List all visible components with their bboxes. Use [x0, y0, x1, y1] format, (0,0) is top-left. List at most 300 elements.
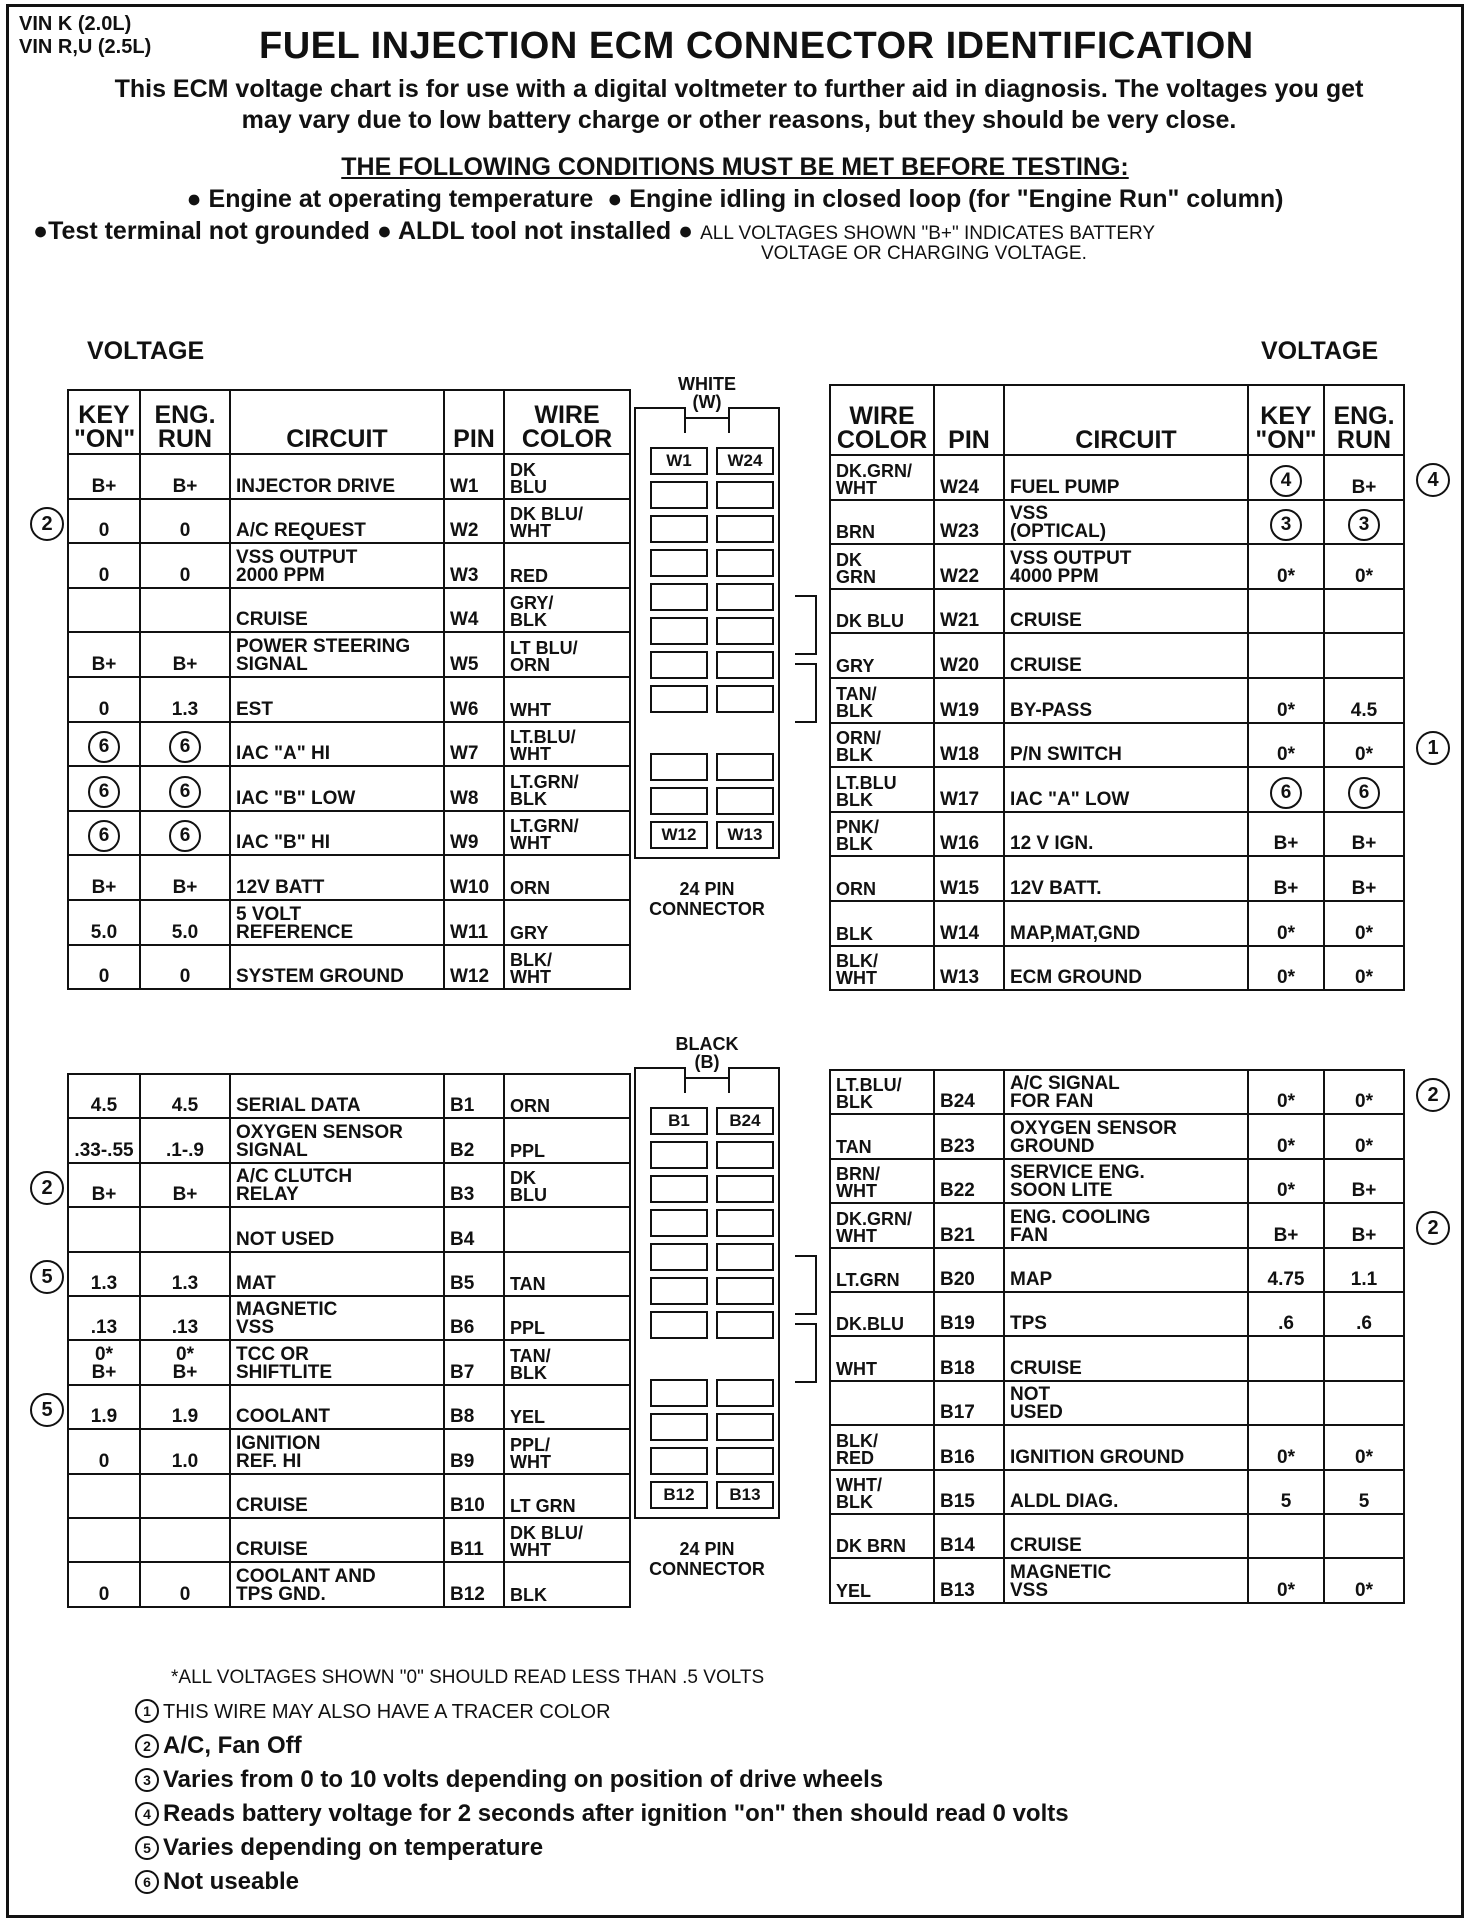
- note-5: [135, 1831, 1069, 1865]
- col-pin: PIN: [444, 390, 504, 454]
- pin-row-b21: [830, 1203, 1404, 1247]
- wire-color: GRY/ BLK: [504, 588, 630, 633]
- note-ref-bubble: 3: [1348, 509, 1380, 541]
- cavity: [650, 685, 708, 713]
- key-on-voltage: 0: [68, 1429, 140, 1473]
- eng-run-voltage: 0*: [1324, 723, 1404, 768]
- wire-color: RED: [504, 543, 630, 588]
- wire-color: PPL/ WHT: [504, 1429, 630, 1473]
- key-on-voltage: 0*: [1248, 723, 1324, 768]
- eng-run-voltage: .6: [1324, 1292, 1404, 1336]
- circuit-name: MAP,MAT,GND: [1004, 901, 1248, 946]
- pin-number: W2: [444, 499, 504, 544]
- note-ref-bubble: 3: [1270, 509, 1302, 541]
- key-on-voltage: [68, 1518, 140, 1562]
- pin-row-w22: [830, 544, 1404, 589]
- col-key-on: KEY "ON": [1248, 385, 1324, 455]
- cavity: [650, 1447, 708, 1475]
- note-ref-bubble: 6: [88, 731, 120, 763]
- conditions-line-2: ●Test terminal not grounded ● ALDL tool not installed ● ALL VOLTAGES SHOWN "B+" INDICATES BATTERY: [33, 217, 1156, 245]
- eng-run-voltage: 0* B+: [140, 1340, 230, 1384]
- cavity: [650, 515, 708, 543]
- eng-run-voltage: 4.5: [1324, 678, 1404, 723]
- wire-color: TAN/ BLK: [830, 678, 934, 723]
- intro-text: [29, 74, 1449, 136]
- pin-row-w23: [830, 500, 1404, 545]
- eng-run-voltage: 0*: [1324, 1558, 1404, 1602]
- vin-line-1: VIN K (2.0L): [19, 13, 132, 35]
- eng-run-voltage: .13: [140, 1296, 230, 1340]
- wire-color: ORN: [504, 855, 630, 900]
- pin-row-w7: [68, 722, 630, 767]
- pin-number: B23: [934, 1114, 1004, 1158]
- pin-row-w8: [68, 766, 630, 811]
- key-on-voltage: 0*: [1248, 544, 1324, 589]
- side-note-marker: 2: [1416, 1211, 1450, 1245]
- wire-color: WHT: [830, 1336, 934, 1380]
- cavity: [650, 583, 708, 611]
- circuit-name: CRUISE: [230, 588, 444, 633]
- key-on-voltage: 0: [68, 543, 140, 588]
- connector-tab: [634, 1067, 686, 1093]
- circuit-name: CRUISE: [230, 1518, 444, 1562]
- wire-color: LT BLU/ ORN: [504, 632, 630, 677]
- white-connector-name: WHITE (W): [678, 374, 736, 412]
- pin-row-w18: [830, 723, 1404, 768]
- key-on-voltage: 0*: [1248, 678, 1324, 723]
- cavity: [650, 1311, 708, 1339]
- key-on-voltage: B+: [1248, 1203, 1324, 1247]
- eng-run-voltage: 0: [140, 1562, 230, 1606]
- eng-run-voltage: B+: [1324, 455, 1404, 500]
- wire-color: WHT: [504, 677, 630, 722]
- cavity: [650, 787, 708, 815]
- pin-number: W24: [934, 455, 1004, 500]
- circuit-name: CRUISE: [230, 1474, 444, 1518]
- note-6-marker: 6: [135, 1870, 159, 1894]
- wire-color: LT.BLU/ BLK: [830, 1070, 934, 1114]
- key-on-voltage: 4.5: [68, 1074, 140, 1118]
- pin-row-w19: [830, 678, 1404, 723]
- circuit-name: A/C SIGNAL FOR FAN: [1004, 1070, 1248, 1114]
- key-on-voltage: 0*: [1248, 1070, 1324, 1114]
- cavity-label: W24: [716, 447, 774, 475]
- circuit-name: TPS: [1004, 1292, 1248, 1336]
- key-on-voltage: 0*: [1248, 1114, 1324, 1158]
- key-on-voltage: 5: [1248, 1470, 1324, 1514]
- cavity: [650, 1209, 708, 1237]
- wire-color: LT GRN: [504, 1474, 630, 1518]
- col-circuit: CIRCUIT: [230, 390, 444, 454]
- eng-run-voltage: [140, 1518, 230, 1562]
- pin-row-b1: [68, 1074, 630, 1118]
- key-on-voltage: [68, 1207, 140, 1251]
- circuit-name: OXYGEN SENSOR GROUND: [1004, 1114, 1248, 1158]
- white-connector-footer: 24 PIN CONNECTOR: [649, 879, 765, 919]
- white-connector: [632, 375, 782, 919]
- circuit-name: IGNITION REF. HI: [230, 1429, 444, 1473]
- pin-number: B24: [934, 1070, 1004, 1114]
- pin-row-b11: [68, 1518, 630, 1562]
- pin-number: W19: [934, 678, 1004, 723]
- pin-number: W18: [934, 723, 1004, 768]
- pin-number: B11: [444, 1518, 504, 1562]
- wire-color: DK BRN: [830, 1514, 934, 1558]
- circuit-name: MAT: [230, 1252, 444, 1296]
- pin-row-w6: [68, 677, 630, 722]
- circuit-name: BY-PASS: [1004, 678, 1248, 723]
- circuit-name: VSS OUTPUT 4000 PPM: [1004, 544, 1248, 589]
- circuit-name: VSS OUTPUT 2000 PPM: [230, 543, 444, 588]
- wire-color: BLK/ WHT: [504, 945, 630, 990]
- eng-run-voltage: 0*: [1324, 946, 1404, 991]
- condition-bplus-1: ALL VOLTAGES SHOWN "B+" INDICATES BATTERY: [700, 223, 1156, 244]
- eng-run-voltage: B+: [140, 454, 230, 499]
- note-1-text: THIS WIRE MAY ALSO HAVE A TRACER COLOR: [163, 1701, 611, 1723]
- col-eng-run: ENG. RUN: [140, 390, 230, 454]
- circuit-name: IGNITION GROUND: [1004, 1425, 1248, 1469]
- pin-row-b3: [68, 1163, 630, 1207]
- circuit-name: 12 V IGN.: [1004, 812, 1248, 857]
- circuit-name: 5 VOLT REFERENCE: [230, 900, 444, 945]
- key-on-voltage: B+: [68, 632, 140, 677]
- pin-row-w5: [68, 632, 630, 677]
- cavity-gap: [716, 719, 774, 747]
- pin-row-b12: [68, 1562, 630, 1606]
- wire-color: DK.GRN/ WHT: [830, 455, 934, 500]
- wire-color: LT.BLU BLK: [830, 767, 934, 812]
- pin-number: B8: [444, 1385, 504, 1429]
- circuit-name: MAGNETIC VSS: [230, 1296, 444, 1340]
- note-4: [135, 1797, 1069, 1831]
- note-ref-bubble: 6: [88, 776, 120, 808]
- pin-row-b10: [68, 1474, 630, 1518]
- pin-number: B9: [444, 1429, 504, 1473]
- condition-temp: Engine at operating temperature: [208, 185, 594, 213]
- pin-row-w16: [830, 812, 1404, 857]
- cavity-gap: [716, 1345, 774, 1373]
- circuit-name: CRUISE: [1004, 633, 1248, 678]
- cavity: [716, 549, 774, 577]
- cavity-label: B13: [716, 1481, 774, 1509]
- eng-run-voltage: [1324, 633, 1404, 678]
- eng-run-voltage: B+: [140, 632, 230, 677]
- wire-color: DK BLU/ WHT: [504, 499, 630, 544]
- eng-run-voltage: 0*: [1324, 544, 1404, 589]
- white-left-table: [67, 389, 631, 990]
- key-on-voltage: [1248, 767, 1324, 812]
- cavity: [650, 1413, 708, 1441]
- wire-color: DK BLU: [830, 589, 934, 634]
- circuit-name: 12V BATT: [230, 855, 444, 900]
- wire-color: YEL: [830, 1558, 934, 1602]
- cavity: [716, 1379, 774, 1407]
- eng-run-voltage: 1.1: [1324, 1248, 1404, 1292]
- conditions-line-1: ● Engine at operating temperature ● Engine idling in closed loop (for "Engine Run" column): [186, 185, 1284, 213]
- wire-color: GRY: [504, 900, 630, 945]
- note-1: [135, 1695, 1069, 1729]
- condition-aldl: ALDL tool not installed: [397, 217, 672, 245]
- pin-number: B6: [444, 1296, 504, 1340]
- wire-color: ORN/ BLK: [830, 723, 934, 768]
- pin-number: B22: [934, 1159, 1004, 1203]
- note-ref-bubble: 4: [1270, 465, 1302, 497]
- wire-color: BRN: [830, 500, 934, 545]
- pin-number: W16: [934, 812, 1004, 857]
- key-on-voltage: 0* B+: [68, 1340, 140, 1384]
- circuit-name: NOT USED: [230, 1207, 444, 1251]
- note-3-text: Varies from 0 to 10 volts depending on position of drive wheels: [163, 1766, 884, 1793]
- pin-number: B15: [934, 1470, 1004, 1514]
- key-on-voltage: B+: [1248, 856, 1324, 901]
- circuit-name: SERIAL DATA: [230, 1074, 444, 1118]
- wire-color: LT.BLU/ WHT: [504, 722, 630, 767]
- pin-number: B14: [934, 1514, 1004, 1558]
- key-on-voltage: [68, 811, 140, 856]
- cavity: [650, 753, 708, 781]
- pin-row-b23: [830, 1114, 1404, 1158]
- circuit-name: A/C REQUEST: [230, 499, 444, 544]
- condition-bplus-2: VOLTAGE OR CHARGING VOLTAGE.: [761, 243, 1087, 264]
- eng-run-voltage: [140, 588, 230, 633]
- note-ref-bubble: 6: [169, 820, 201, 852]
- pin-row-w10: [68, 855, 630, 900]
- cavity-label: B24: [716, 1107, 774, 1135]
- key-on-voltage: 0*: [1248, 1159, 1324, 1203]
- eng-run-voltage: 0*: [1324, 1425, 1404, 1469]
- note-2-text: A/C, Fan Off: [163, 1732, 302, 1759]
- key-on-voltage: 0*: [1248, 946, 1324, 991]
- circuit-name: VSS (OPTICAL): [1004, 500, 1248, 545]
- key-on-voltage: 0*: [1248, 901, 1324, 946]
- key-on-voltage: .6: [1248, 1292, 1324, 1336]
- side-note-marker: 2: [30, 507, 64, 541]
- wire-color: PPL: [504, 1296, 630, 1340]
- eng-run-voltage: 1.3: [140, 677, 230, 722]
- cavity: [716, 481, 774, 509]
- col-eng-run: ENG. RUN: [1324, 385, 1404, 455]
- pin-row-w1: [68, 454, 630, 499]
- key-on-voltage: [1248, 633, 1324, 678]
- key-on-voltage: B+: [68, 1163, 140, 1207]
- circuit-name: P/N SWITCH: [1004, 723, 1248, 768]
- cavity: [716, 1413, 774, 1441]
- eng-run-voltage: 0*: [1324, 1070, 1404, 1114]
- cavity-label: W12: [650, 821, 708, 849]
- pin-number: W15: [934, 856, 1004, 901]
- pin-row-w2: [68, 499, 630, 544]
- circuit-name: IAC "B" LOW: [230, 766, 444, 811]
- note-2: [135, 1729, 1069, 1763]
- pin-number: W22: [934, 544, 1004, 589]
- cavity: [650, 1243, 708, 1271]
- key-on-voltage: 1.3: [68, 1252, 140, 1296]
- black-connector: [632, 1035, 782, 1579]
- pin-row-w13: [830, 946, 1404, 991]
- side-note-marker: 5: [30, 1393, 64, 1427]
- wire-color: TAN: [830, 1114, 934, 1158]
- side-note-marker: 5: [30, 1260, 64, 1294]
- circuit-name: SYSTEM GROUND: [230, 945, 444, 990]
- pin-number: B17: [934, 1381, 1004, 1425]
- pin-row-w20: [830, 633, 1404, 678]
- voltage-label-left: VOLTAGE: [87, 337, 205, 365]
- eng-run-voltage: 0: [140, 499, 230, 544]
- cavity: [650, 1175, 708, 1203]
- cavity-label: W13: [716, 821, 774, 849]
- pin-number: B2: [444, 1118, 504, 1162]
- vin-line-2: VIN R,U (2.5L): [19, 36, 152, 58]
- pin-row-b9: [68, 1429, 630, 1473]
- wire-color: WHT/ BLK: [830, 1470, 934, 1514]
- pin-number: W21: [934, 589, 1004, 634]
- wire-color: PPL: [504, 1118, 630, 1162]
- pin-number: W10: [444, 855, 504, 900]
- note-ref-bubble: 6: [169, 776, 201, 808]
- pin-row-b22: [830, 1159, 1404, 1203]
- wire-color: LT.GRN/ BLK: [504, 766, 630, 811]
- pin-row-b4: [68, 1207, 630, 1251]
- side-note-marker: 4: [1416, 463, 1450, 497]
- cavity: [716, 651, 774, 679]
- eng-run-voltage: B+: [1324, 1159, 1404, 1203]
- key-on-voltage: [1248, 500, 1324, 545]
- wire-color: TAN: [504, 1252, 630, 1296]
- pin-number: W17: [934, 767, 1004, 812]
- pin-number: W3: [444, 543, 504, 588]
- col-pin: PIN: [934, 385, 1004, 455]
- pin-number: B1: [444, 1074, 504, 1118]
- connector-key: [795, 595, 817, 655]
- cavity: [650, 481, 708, 509]
- note-6: [135, 1865, 1069, 1899]
- pin-row-w15: [830, 856, 1404, 901]
- cavity: [716, 1243, 774, 1271]
- connector-tab: [634, 407, 686, 433]
- chart-page: [6, 4, 1464, 1918]
- circuit-name: EST: [230, 677, 444, 722]
- key-on-voltage: 0: [68, 945, 140, 990]
- eng-run-voltage: [140, 1207, 230, 1251]
- cavity: [716, 1447, 774, 1475]
- wire-color: DK BLU: [504, 1163, 630, 1207]
- wire-color: DK.BLU: [830, 1292, 934, 1336]
- eng-run-voltage: 1.0: [140, 1429, 230, 1473]
- cavity: [650, 549, 708, 577]
- condition-test-terminal: Test terminal not grounded: [48, 217, 370, 245]
- pin-number: B21: [934, 1203, 1004, 1247]
- cavity: [716, 1311, 774, 1339]
- wire-color: YEL: [504, 1385, 630, 1429]
- pin-number: B16: [934, 1425, 1004, 1469]
- eng-run-voltage: [1324, 767, 1404, 812]
- cavity: [716, 1175, 774, 1203]
- pin-row-w4: [68, 588, 630, 633]
- note-6-text: Not useable: [163, 1868, 300, 1895]
- eng-run-voltage: B+: [1324, 812, 1404, 857]
- cavity: [716, 685, 774, 713]
- eng-run-voltage: [1324, 500, 1404, 545]
- wire-color: DK.GRN/ WHT: [830, 1203, 934, 1247]
- eng-run-voltage: .1-.9: [140, 1118, 230, 1162]
- circuit-name: SERVICE ENG. SOON LITE: [1004, 1159, 1248, 1203]
- circuit-name: CRUISE: [1004, 1514, 1248, 1558]
- circuit-name: CRUISE: [1004, 589, 1248, 634]
- col-wire-color: WIRE COLOR: [504, 390, 630, 454]
- condition-idle: Engine idling in closed loop (for "Engine Run" column): [629, 185, 1284, 213]
- pin-number: W7: [444, 722, 504, 767]
- pin-number: W14: [934, 901, 1004, 946]
- pin-row-b6: [68, 1296, 630, 1340]
- intro-line-2: may vary due to low battery charge or other reasons, but they should be very close.: [241, 106, 1237, 134]
- col-wire-color: WIRE COLOR: [830, 385, 934, 455]
- key-on-voltage: 4.75: [1248, 1248, 1324, 1292]
- eng-run-voltage: 1.3: [140, 1252, 230, 1296]
- black-connector-name: BLACK (B): [675, 1034, 739, 1072]
- pin-row-w17: [830, 767, 1404, 812]
- pin-row-w9: [68, 811, 630, 856]
- eng-run-voltage: 0*: [1324, 1114, 1404, 1158]
- eng-run-voltage: [1324, 1336, 1404, 1380]
- circuit-name: ECM GROUND: [1004, 946, 1248, 991]
- page-title: FUEL INJECTION ECM CONNECTOR IDENTIFICATION: [259, 25, 1254, 67]
- pin-row-b19: [830, 1292, 1404, 1336]
- circuit-name: 12V BATT.: [1004, 856, 1248, 901]
- cavity: [716, 1277, 774, 1305]
- cavity-label: B1: [650, 1107, 708, 1135]
- note-2-marker: 2: [135, 1734, 159, 1758]
- cavity: [716, 583, 774, 611]
- wire-color: BLK: [504, 1562, 630, 1606]
- pin-number: B5: [444, 1252, 504, 1296]
- pin-row-b2: [68, 1118, 630, 1162]
- black-connector-body: [634, 1077, 780, 1519]
- pin-row-b7: [68, 1340, 630, 1384]
- pin-number: W4: [444, 588, 504, 633]
- cavity: [716, 753, 774, 781]
- note-3-marker: 3: [135, 1768, 159, 1792]
- eng-run-voltage: 4.5: [140, 1074, 230, 1118]
- note-ref-bubble: 6: [88, 820, 120, 852]
- side-note-marker: 2: [1416, 1078, 1450, 1112]
- pin-row-w14: [830, 901, 1404, 946]
- wire-color: BRN/ WHT: [830, 1159, 934, 1203]
- wire-color: DK GRN: [830, 544, 934, 589]
- cavity: [716, 617, 774, 645]
- intro-line-1: This ECM voltage chart is for use with a digital voltmeter to further aid in diagnosis. The voltages you get: [114, 75, 1364, 103]
- key-on-voltage: [68, 766, 140, 811]
- pin-number: B13: [934, 1558, 1004, 1602]
- circuit-name: COOLANT AND TPS GND.: [230, 1562, 444, 1606]
- pin-row-b24: [830, 1070, 1404, 1114]
- note-ref-bubble: 6: [169, 731, 201, 763]
- pin-number: W11: [444, 900, 504, 945]
- key-on-voltage: [68, 588, 140, 633]
- eng-run-voltage: 5.0: [140, 900, 230, 945]
- pin-row-b15: [830, 1470, 1404, 1514]
- connector-tab: [728, 1067, 780, 1093]
- key-on-voltage: .33-.55: [68, 1118, 140, 1162]
- pin-row-w21: [830, 589, 1404, 634]
- wire-color: BLK: [830, 901, 934, 946]
- connector-key: [795, 1323, 817, 1383]
- eng-run-voltage: [140, 1474, 230, 1518]
- eng-run-voltage: 0: [140, 543, 230, 588]
- wire-color: ORN: [830, 856, 934, 901]
- wire-color: LT.GRN/ WHT: [504, 811, 630, 856]
- note-5-text: Varies depending on temperature: [163, 1834, 544, 1861]
- circuit-name: A/C CLUTCH RELAY: [230, 1163, 444, 1207]
